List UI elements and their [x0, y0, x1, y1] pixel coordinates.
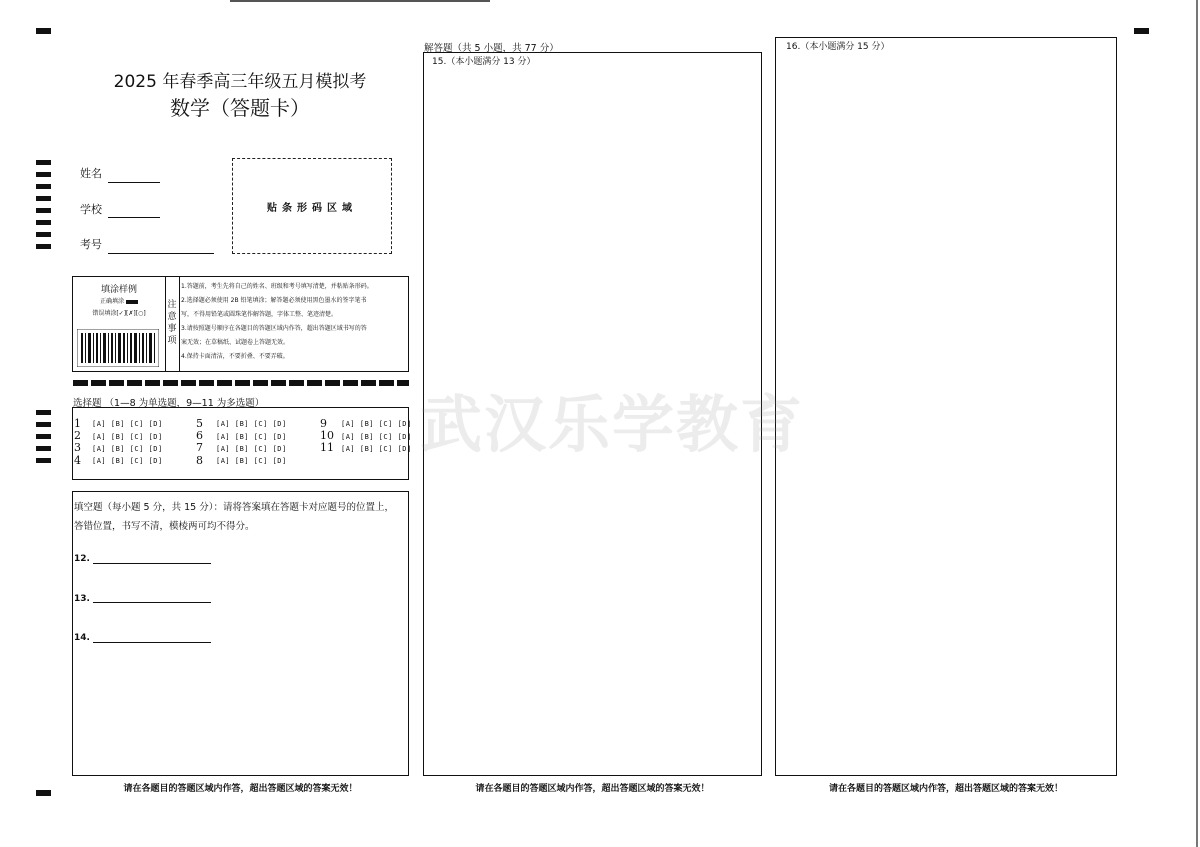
timing-mark [36, 232, 51, 237]
option-bubbles[interactable]: [A] [B] [C] [D] [341, 445, 412, 453]
fill-sample-correct [73, 296, 165, 305]
exam-no-label: 考号 [80, 238, 102, 251]
timing-mark [1134, 28, 1149, 34]
note-line: 4.保持卡面清洁，不要折叠、不要弄破。 [181, 353, 289, 360]
timing-mark [36, 446, 51, 451]
note-line: 2.选择题必须使用 2B 铅笔填涂；解答题必须使用黑色墨水的签字笔书 [181, 297, 367, 304]
timing-mark [36, 184, 51, 189]
school-field[interactable] [108, 217, 160, 218]
fill-sample-panel [73, 277, 166, 371]
answer-section-title: 解答题（共 5 小题，共 77 分） [424, 43, 559, 54]
barcode-area: 贴条形码区域 [232, 158, 392, 254]
fill-sample-wrong: 错误填涂[✓][✗][○] [92, 310, 146, 317]
blank-number: 12. [74, 554, 90, 564]
blank-answer-line[interactable] [93, 602, 211, 603]
timing-mark [36, 160, 51, 165]
question-number: 11 [320, 441, 334, 454]
question-number: 3 [74, 441, 81, 454]
watermark: 武汉乐学教育 [420, 388, 805, 461]
question-number: 8 [196, 454, 203, 467]
fill-blank-box [72, 491, 409, 776]
timing-strip [73, 380, 409, 386]
scan-edge [230, 0, 490, 2]
question-15-title: 15.（本小题满分 13 分） [432, 57, 536, 67]
question-number: 2 [74, 429, 81, 442]
notes-label: 注意事项 [167, 300, 177, 346]
blank-number: 13. [74, 594, 90, 604]
exam-no-field[interactable] [108, 253, 214, 254]
question-number: 10 [320, 429, 334, 442]
notes-divider [179, 277, 180, 371]
note-line: 3.请按照题号顺序在各题目的答题区域内作答，超出答题区域书写的答 [181, 325, 367, 332]
choice-box [72, 407, 409, 480]
page-title: 2025 年春季高三年级五月模拟考 [113, 72, 367, 92]
blank-answer-line[interactable] [93, 642, 211, 643]
option-bubbles[interactable]: [A] [B] [C] [D] [216, 420, 287, 428]
timing-mark [36, 244, 51, 249]
fill-sample-correct-label: 正确填涂 [99, 298, 124, 305]
school-label: 学校 [80, 203, 102, 216]
timing-mark [36, 220, 51, 225]
question-number: 1 [74, 417, 81, 430]
timing-mark [36, 434, 51, 439]
blank-answer-line[interactable] [93, 563, 211, 564]
note-line: 写，不得用铅笔或圆珠笔作解答题，字体工整、笔迹清楚。 [181, 311, 338, 318]
blank-number: 14. [74, 633, 90, 643]
choice-section-title: 选择题 （1—8 为单选题，9—11 为多选题） [73, 398, 265, 409]
page-subtitle: 数学（答题卡） [170, 96, 310, 120]
option-bubbles[interactable]: [A] [B] [C] [D] [216, 433, 287, 441]
timing-mark [36, 458, 51, 463]
option-bubbles[interactable]: [A] [B] [C] [D] [341, 433, 412, 441]
notes-list [181, 280, 409, 364]
answer-box-16[interactable] [775, 37, 1117, 776]
question-number: 9 [320, 417, 327, 430]
name-label: 姓名 [80, 167, 102, 180]
footer-note: 请在各题目的答题区域内作答，超出答题区域的答案无效！ [828, 784, 1063, 794]
question-number: 5 [196, 417, 203, 430]
timing-mark [36, 172, 51, 177]
instructions-box [72, 276, 409, 372]
footer-note: 请在各题目的答题区域内作答，超出答题区域的答案无效！ [123, 784, 358, 794]
option-bubbles[interactable]: [A] [B] [C] [D] [341, 420, 412, 428]
timing-mark [36, 410, 51, 415]
option-bubbles[interactable]: [A] [B] [C] [D] [92, 433, 163, 441]
question-16-title: 16.（本小题满分 15 分） [786, 42, 890, 52]
timing-mark [36, 790, 51, 796]
option-bubbles[interactable]: [A] [B] [C] [D] [216, 457, 287, 465]
timing-mark [36, 196, 51, 201]
timing-mark [36, 208, 51, 213]
question-number: 7 [196, 441, 203, 454]
question-number: 6 [196, 429, 203, 442]
scan-edge [1196, 0, 1198, 847]
name-field[interactable] [108, 182, 160, 183]
option-bubbles[interactable]: [A] [B] [C] [D] [92, 457, 163, 465]
timing-mark [36, 422, 51, 427]
fill-blank-instruction: 填空题（每小题 5 分，共 15 分）：请将答案填在答题卡对应题号的位置上， [74, 502, 394, 513]
note-line: 1.答题前，考生先将自己的姓名、班级和考号填写清楚，并粘贴条形码。 [181, 283, 373, 290]
timing-mark [36, 28, 51, 34]
fill-sample-title: 填涂样例 [100, 285, 137, 295]
footer-note: 请在各题目的答题区域内作答，超出答题区域的答案无效！ [475, 784, 710, 794]
note-line: 案无效；在草稿纸、试题卷上答题无效。 [181, 339, 290, 346]
option-bubbles[interactable]: [A] [B] [C] [D] [216, 445, 287, 453]
sample-barcode-icon [77, 329, 159, 367]
question-number: 4 [74, 454, 81, 467]
option-bubbles[interactable]: [A] [B] [C] [D] [92, 445, 163, 453]
fill-blank-instruction: 答错位置，书写不清，模棱两可均不得分。 [74, 521, 255, 532]
option-bubbles[interactable]: [A] [B] [C] [D] [92, 420, 163, 428]
filled-bubble-icon [126, 300, 138, 304]
